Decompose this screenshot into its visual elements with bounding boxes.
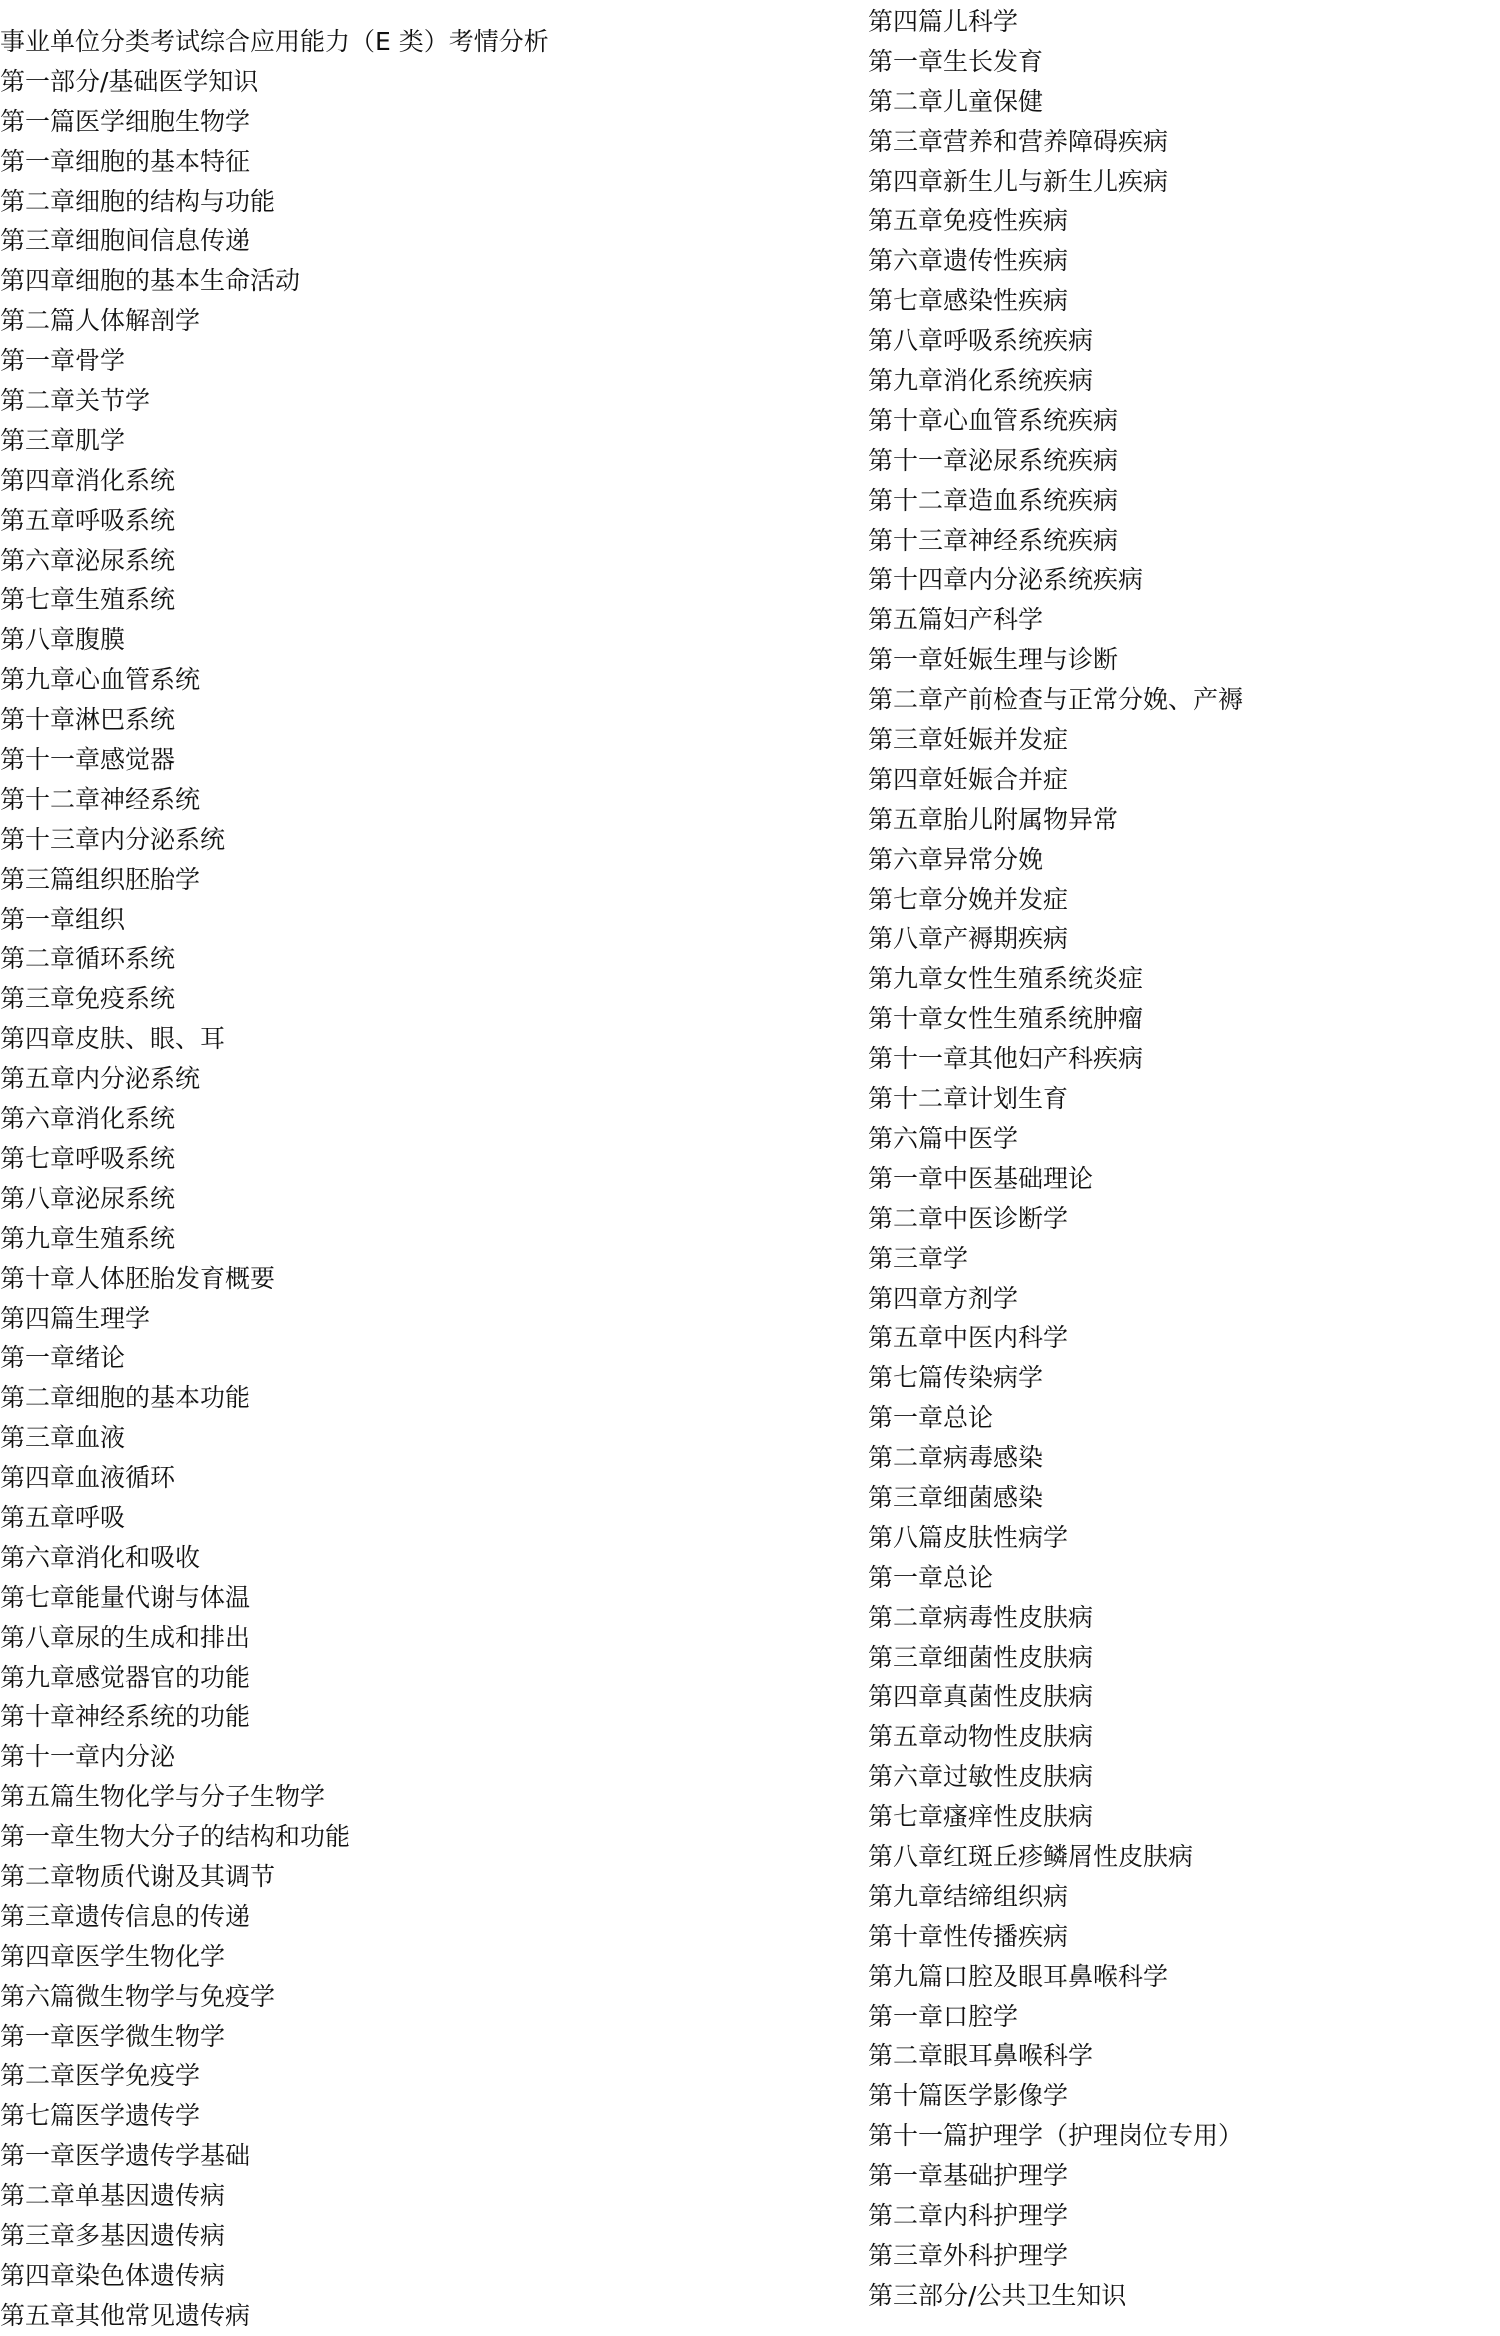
outline-item: 第十章性传播疾病: [868, 1921, 1069, 1951]
outline-item: 第三部分/公共卫生知识: [868, 2280, 1127, 2310]
outline-item: 第十二章造血系统疾病: [868, 485, 1119, 515]
outline-item: 第一章中医基础理论: [868, 1163, 1094, 1193]
outline-item: 第四章妊娠合并症: [868, 764, 1069, 794]
outline-item: 第三章妊娠并发症: [868, 725, 1069, 755]
outline-item: 第二章循环系统: [0, 944, 176, 974]
outline-item: 第五章其他常见遗传病: [0, 2300, 251, 2330]
outline-item: 第一章口腔学: [868, 2001, 1019, 2031]
outline-item: 第十章女性生殖系统肿瘤: [868, 1004, 1144, 1034]
outline-item: 第十篇医学影像学: [868, 2081, 1069, 2111]
outline-item: 第三篇组织胚胎学: [0, 864, 201, 894]
outline-item: 第九章消化系统疾病: [868, 366, 1094, 396]
outline-item: 第八章尿的生成和排出: [0, 1622, 251, 1652]
outline-item: 第四章血液循环: [0, 1463, 176, 1493]
outline-item: 第六章过敏性皮肤病: [868, 1762, 1094, 1792]
outline-item: 第九篇口腔及眼耳鼻喉科学: [868, 1961, 1169, 1991]
outline-item: 第一章医学微生物学: [0, 2021, 226, 2051]
outline-item: 第七篇传染病学: [868, 1363, 1044, 1393]
outline-item: 第八章腹膜: [0, 625, 126, 655]
outline-item: 第五章呼吸: [0, 1502, 126, 1532]
outline-item: 第十一章其他妇产科疾病: [868, 1044, 1144, 1074]
outline-item: 第二章儿童保健: [868, 86, 1044, 116]
outline-item: 第二章病毒性皮肤病: [868, 1602, 1094, 1632]
outline-item: 第四篇生理学: [0, 1303, 151, 1333]
outline-item: 第二章细胞的结构与功能: [0, 186, 276, 216]
outline-item: 第六章消化系统: [0, 1104, 176, 1134]
outline-item: 第九章女性生殖系统炎症: [868, 964, 1144, 994]
outline-item: 第六篇中医学: [868, 1123, 1019, 1153]
outline-item: 第九章结缔组织病: [868, 1881, 1069, 1911]
outline-item: 第四章消化系统: [0, 465, 176, 495]
outline-item: 第十一章内分泌: [0, 1742, 176, 1772]
outline-item: 第八章呼吸系统疾病: [868, 326, 1094, 356]
outline-item: 第三章外科护理学: [868, 2240, 1069, 2270]
outline-item: 第一章细胞的基本特征: [0, 146, 251, 176]
outline-item: 第三章细菌感染: [868, 1482, 1044, 1512]
outline-item: 第七章瘙痒性皮肤病: [868, 1802, 1094, 1832]
outline-item: 事业单位分类考试综合应用能力（E 类）考情分析: [0, 27, 549, 56]
outline-item: 第三章学: [868, 1243, 969, 1273]
outline-item: 第一章绪论: [0, 1343, 126, 1373]
outline-item: 第五章胎儿附属物异常: [868, 804, 1119, 834]
outline-item: 第四篇儿科学: [868, 7, 1019, 36]
outline-item: 第十章淋巴系统: [0, 705, 176, 735]
outline-item: 第二章产前检查与正常分娩、产褥: [868, 685, 1244, 715]
outline-item: 第七章分娩并发症: [868, 884, 1069, 914]
outline-item: 第四章染色体遗传病: [0, 2260, 226, 2290]
outline-item: 第二章物质代谢及其调节: [0, 1861, 276, 1891]
outline-item: 第十一章感觉器: [0, 745, 176, 775]
outline-item: 第四章皮肤、眼、耳: [0, 1024, 226, 1054]
outline-item: 第六章遗传性疾病: [868, 246, 1069, 276]
outline-item: 第二章眼耳鼻喉科学: [868, 2041, 1094, 2071]
outline-item: 第六章泌尿系统: [0, 545, 176, 575]
outline-item: 第三章免疫系统: [0, 984, 176, 1014]
outline-item: 第九章感觉器官的功能: [0, 1662, 251, 1692]
outline-item: 第六篇微生物学与免疫学: [0, 1981, 276, 2011]
outline-item: 第四章医学生物化学: [0, 1941, 226, 1971]
outline-item: 第十一章泌尿系统疾病: [868, 445, 1119, 475]
outline-item: 第二章内科护理学: [868, 2200, 1069, 2230]
outline-item: 第五章中医内科学: [868, 1323, 1069, 1353]
outline-item: 第四章真菌性皮肤病: [868, 1682, 1094, 1712]
outline-item: 第二篇人体解剖学: [0, 306, 201, 336]
outline-item: 第七篇医学遗传学: [0, 2101, 201, 2131]
outline-item: 第十章心血管系统疾病: [868, 405, 1119, 435]
outline-item: 第一部分/基础医学知识: [0, 66, 259, 96]
outline-item: 第三章血液: [0, 1423, 126, 1453]
outline-item: 第三章营养和营养障碍疾病: [868, 126, 1169, 156]
outline-item: 第二章病毒感染: [868, 1443, 1044, 1473]
right-column: [868, 2, 1243, 2316]
outline-item: 第一章基础护理学: [868, 2161, 1069, 2191]
outline-item: 第一章组织: [0, 904, 126, 934]
outline-item: 第六章消化和吸收: [0, 1542, 201, 1572]
outline-item: 第七章感染性疾病: [868, 286, 1069, 316]
outline-item: 第十四章内分泌系统疾病: [868, 565, 1144, 595]
outline-item: 第五章内分泌系统: [0, 1064, 201, 1094]
outline-item: 第十章人体胚胎发育概要: [0, 1263, 276, 1293]
outline-item: 第一章骨学: [0, 346, 126, 376]
outline-item: 第五章动物性皮肤病: [868, 1722, 1094, 1752]
outline-item: 第二章细胞的基本功能: [0, 1383, 251, 1413]
outline-item: 第二章单基因遗传病: [0, 2181, 226, 2211]
outline-item: 第一章医学遗传学基础: [0, 2141, 251, 2171]
outline-item: 第四章细胞的基本生命活动: [0, 266, 301, 296]
outline-item: 第八章红斑丘疹鳞屑性皮肤病: [868, 1841, 1194, 1871]
outline-item: 第一章生长发育: [868, 46, 1044, 76]
outline-item: 第八章泌尿系统: [0, 1183, 176, 1213]
outline-item: 第三章多基因遗传病: [0, 2220, 226, 2250]
outline-item: 第一章总论: [868, 1562, 994, 1592]
outline-item: 第四章新生儿与新生儿疾病: [868, 166, 1169, 196]
outline-item: 第二章医学免疫学: [0, 2061, 201, 2091]
outline-item: 第一章妊娠生理与诊断: [868, 645, 1119, 675]
outline-item: 第二章关节学: [0, 386, 151, 416]
outline-item: 第六章异常分娩: [868, 844, 1044, 874]
outline-item: 第七章呼吸系统: [0, 1143, 176, 1173]
outline-item: 第五章呼吸系统: [0, 505, 176, 535]
left-column: [0, 22, 549, 2336]
outline-item: 第五篇妇产科学: [868, 605, 1044, 635]
outline-item: 第八章产褥期疾病: [868, 924, 1069, 954]
outline-item: 第九章心血管系统: [0, 665, 201, 695]
outline-item: 第七章生殖系统: [0, 585, 176, 615]
outline-item: 第五章免疫性疾病: [868, 206, 1069, 236]
outline-item: 第三章细菌性皮肤病: [868, 1642, 1094, 1672]
outline-item: 第十三章神经系统疾病: [868, 525, 1119, 555]
outline-item: 第七章能量代谢与体温: [0, 1582, 251, 1612]
outline-item: 第四章方剂学: [868, 1283, 1019, 1313]
outline-item: 第一章总论: [868, 1403, 994, 1433]
outline-item: 第八篇皮肤性病学: [868, 1522, 1069, 1552]
outline-item: 第十二章神经系统: [0, 784, 201, 814]
outline-item: 第五篇生物化学与分子生物学: [0, 1782, 326, 1812]
outline-item: 第十二章计划生育: [868, 1084, 1069, 1114]
outline-item: 第十三章内分泌系统: [0, 824, 226, 854]
outline-item: 第九章生殖系统: [0, 1223, 176, 1253]
outline-item: 第三章肌学: [0, 425, 126, 455]
outline-item: 第十一篇护理学（护理岗位专用）: [868, 2121, 1244, 2151]
outline-item: 第一章生物大分子的结构和功能: [0, 1822, 351, 1852]
outline-item: 第一篇医学细胞生物学: [0, 106, 251, 136]
outline-item: 第十章神经系统的功能: [0, 1702, 251, 1732]
outline-item: 第二章中医诊断学: [868, 1203, 1069, 1233]
outline-item: 第三章细胞间信息传递: [0, 226, 251, 256]
outline-item: 第三章遗传信息的传递: [0, 1901, 251, 1931]
